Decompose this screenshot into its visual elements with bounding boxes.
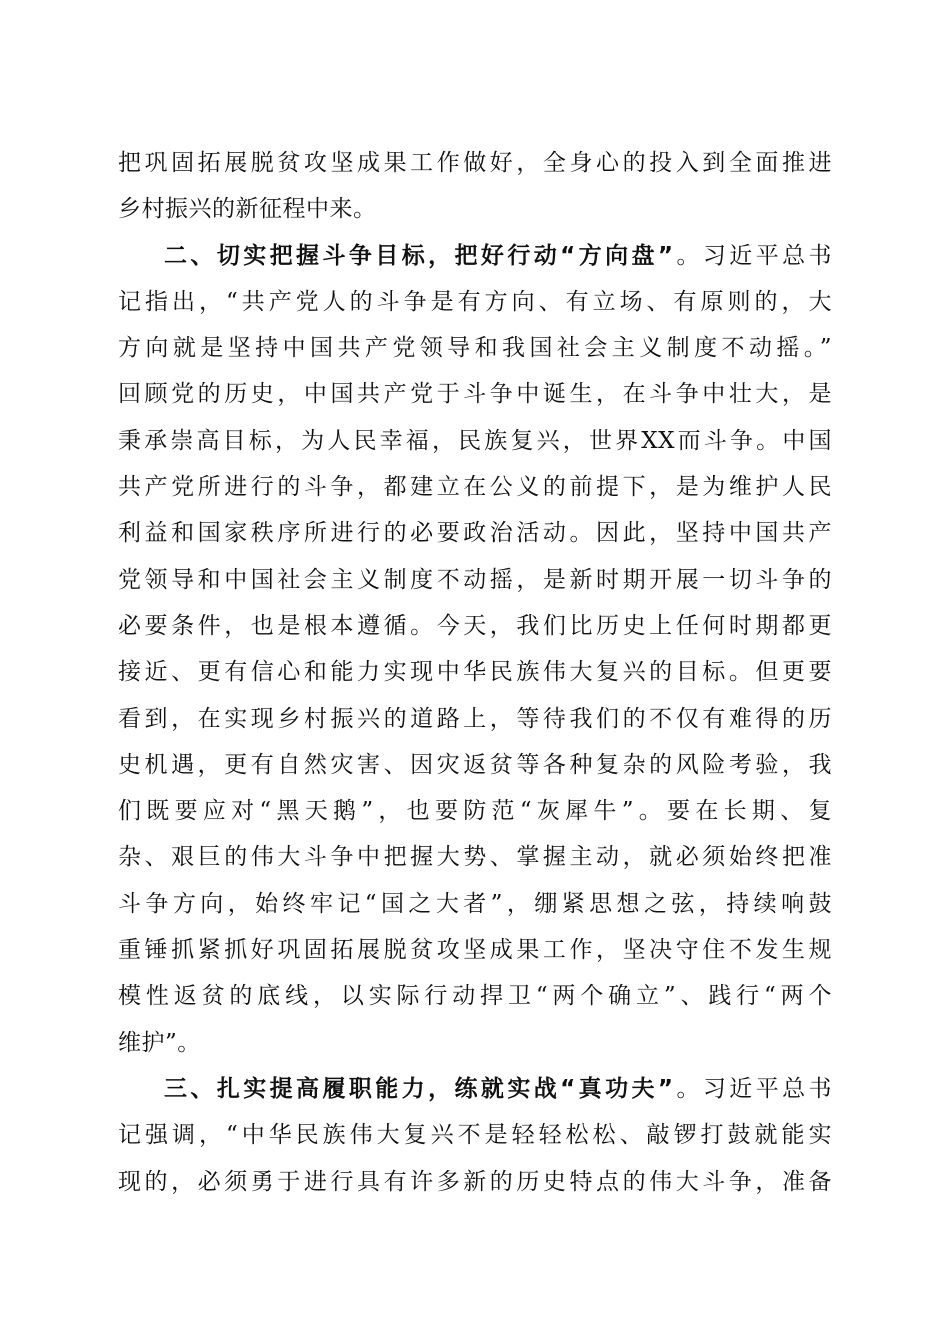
text-line: 斗争方向，始终牢记“国之大者”，绷紧思想之弦，持续响鼓 bbox=[118, 890, 832, 917]
paragraph-1 bbox=[118, 140, 832, 233]
paragraph-2 bbox=[118, 233, 832, 1066]
text-line: 杂、艰巨的伟大斗争中把握大势、掌握主动，就必须始终把准 bbox=[118, 844, 832, 871]
text-line: 重锤抓紧抓好巩固拓展脱贫攻坚成果工作，坚决守住不发生规 bbox=[118, 937, 832, 964]
text-line: 记指出，“共产党人的斗争是有方向、有立场、有原则的，大 bbox=[118, 288, 832, 315]
text-line: 党领导和中国社会主义制度不动摇，是新时期开展一切斗争的 bbox=[118, 566, 832, 593]
text-line: 现的，必须勇于进行具有许多新的历史特点的伟大斗争，准备 bbox=[118, 1168, 832, 1195]
text-line: 必要条件，也是根本遵循。今天，我们比历史上任何时期都更 bbox=[118, 612, 832, 639]
text-line: 乡村振兴的新征程中来。 bbox=[118, 196, 377, 223]
section-heading-3: 三、扎实提高履职能力，练就实战“真功夫” bbox=[164, 1075, 674, 1102]
heading-continuation: 。习近平总书 bbox=[673, 1075, 832, 1102]
text-line: 看到，在实现乡村振兴的道路上，等待我们的不仅有难得的历 bbox=[118, 705, 832, 732]
text-line: 维护”。 bbox=[118, 1029, 201, 1056]
section-heading-2: 二、切实把握斗争目标，把好行动“方向盘” bbox=[164, 242, 674, 269]
text-line: 回顾党的历史，中国共产党于斗争中诞生，在斗争中壮大，是 bbox=[118, 381, 832, 408]
heading-line bbox=[118, 233, 832, 279]
text-line: 秉承崇高目标，为人民幸福，民族复兴，世界XX而斗争。中国 bbox=[118, 427, 832, 454]
text-line: 方向就是坚持中国共产党领导和我国社会主义制度不动摇。” bbox=[118, 335, 832, 362]
paragraph-3 bbox=[118, 1066, 832, 1205]
text-line: 模性返贫的底线，以实际行动捍卫“两个确立”、践行“两个 bbox=[118, 983, 832, 1010]
heading-continuation: 。习近平总书 bbox=[673, 242, 832, 269]
text-line: 利益和国家秩序所进行的必要政治活动。因此，坚持中国共产 bbox=[118, 520, 832, 547]
text-line: 们既要应对“黑天鹅”，也要防范“灰犀牛”。要在长期、复 bbox=[118, 798, 832, 825]
heading-line bbox=[118, 1066, 832, 1112]
text-line: 把巩固拓展脱贫攻坚成果工作做好，全身心的投入到全面推进 bbox=[118, 150, 832, 176]
text-line: 接近、更有信心和能力实现中华民族伟大复兴的目标。但更要 bbox=[118, 659, 832, 686]
text-line: 记强调，“中华民族伟大复兴不是轻轻松松、敲锣打鼓就能实 bbox=[118, 1122, 832, 1149]
text-line: 共产党所进行的斗争，都建立在公义的前提下，是为维护人民 bbox=[118, 474, 832, 501]
text-line: 史机遇，更有自然灾害、因灾返贫等各种复杂的风险考验，我 bbox=[118, 751, 832, 778]
document-body bbox=[118, 140, 832, 1205]
